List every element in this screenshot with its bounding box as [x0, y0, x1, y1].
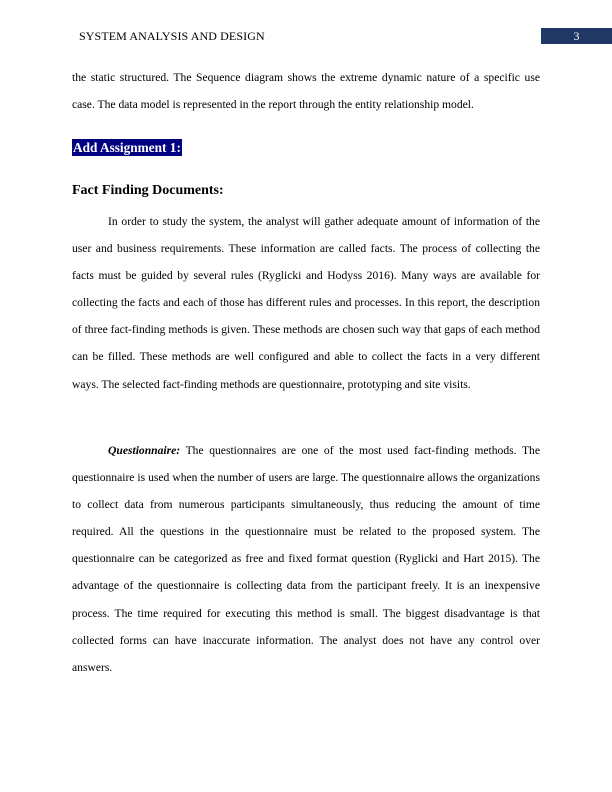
questionnaire-paragraph [72, 437, 540, 681]
intro-paragraph: the static structured. The Sequence diagram shows the extreme dynamic nature of a specific use case. The data model is represented in the report through the entity relationship model. [72, 71, 540, 112]
questionnaire-label: Questionnaire: [108, 444, 181, 457]
page-header [0, 28, 612, 45]
questionnaire-text: The questionnaires are one of the most used fact-finding methods. The questionnaire is used when the number of users are large. The questionnaire allows the organizations to collect data from numerous participants simultaneously, thus reducing the amount of time required. All the questions in the questionnaire must be related to the proposed system. The questionnaire can be categorized as free and fixed format question (Ryglicki and Hart 2015). The advantage of the questionnaire is collecting data from the participant freely. It is an inexpensive process. The time required for executing this method is small. The biggest disadvantage is that collected forms can have inaccurate information. The analyst does not have any control over answers. [72, 444, 540, 674]
running-head: SYSTEM ANALYSIS AND DESIGN [79, 29, 265, 43]
assignment-heading: Add Assignment 1: [73, 140, 181, 155]
fact-finding-paragraph: In order to study the system, the analyst will gather adequate amount of information of the user and business requirements. These information are called facts. The process of collecting the facts must be guided by several rules (Ryglicki and Hodyss 2016). Many ways are available for collecting the facts and each of those has different rules and processes. In this report, the description of three fact-finding methods is given. These methods are chosen such way that gaps of each method can be filled. These methods are well configured and able to collect the facts in a very different ways. The selected fact-finding methods are questionnaire, prototyping and site visits. [72, 215, 540, 391]
page-number: 3 [541, 28, 612, 44]
section-heading: Fact Finding Documents: [72, 183, 224, 198]
